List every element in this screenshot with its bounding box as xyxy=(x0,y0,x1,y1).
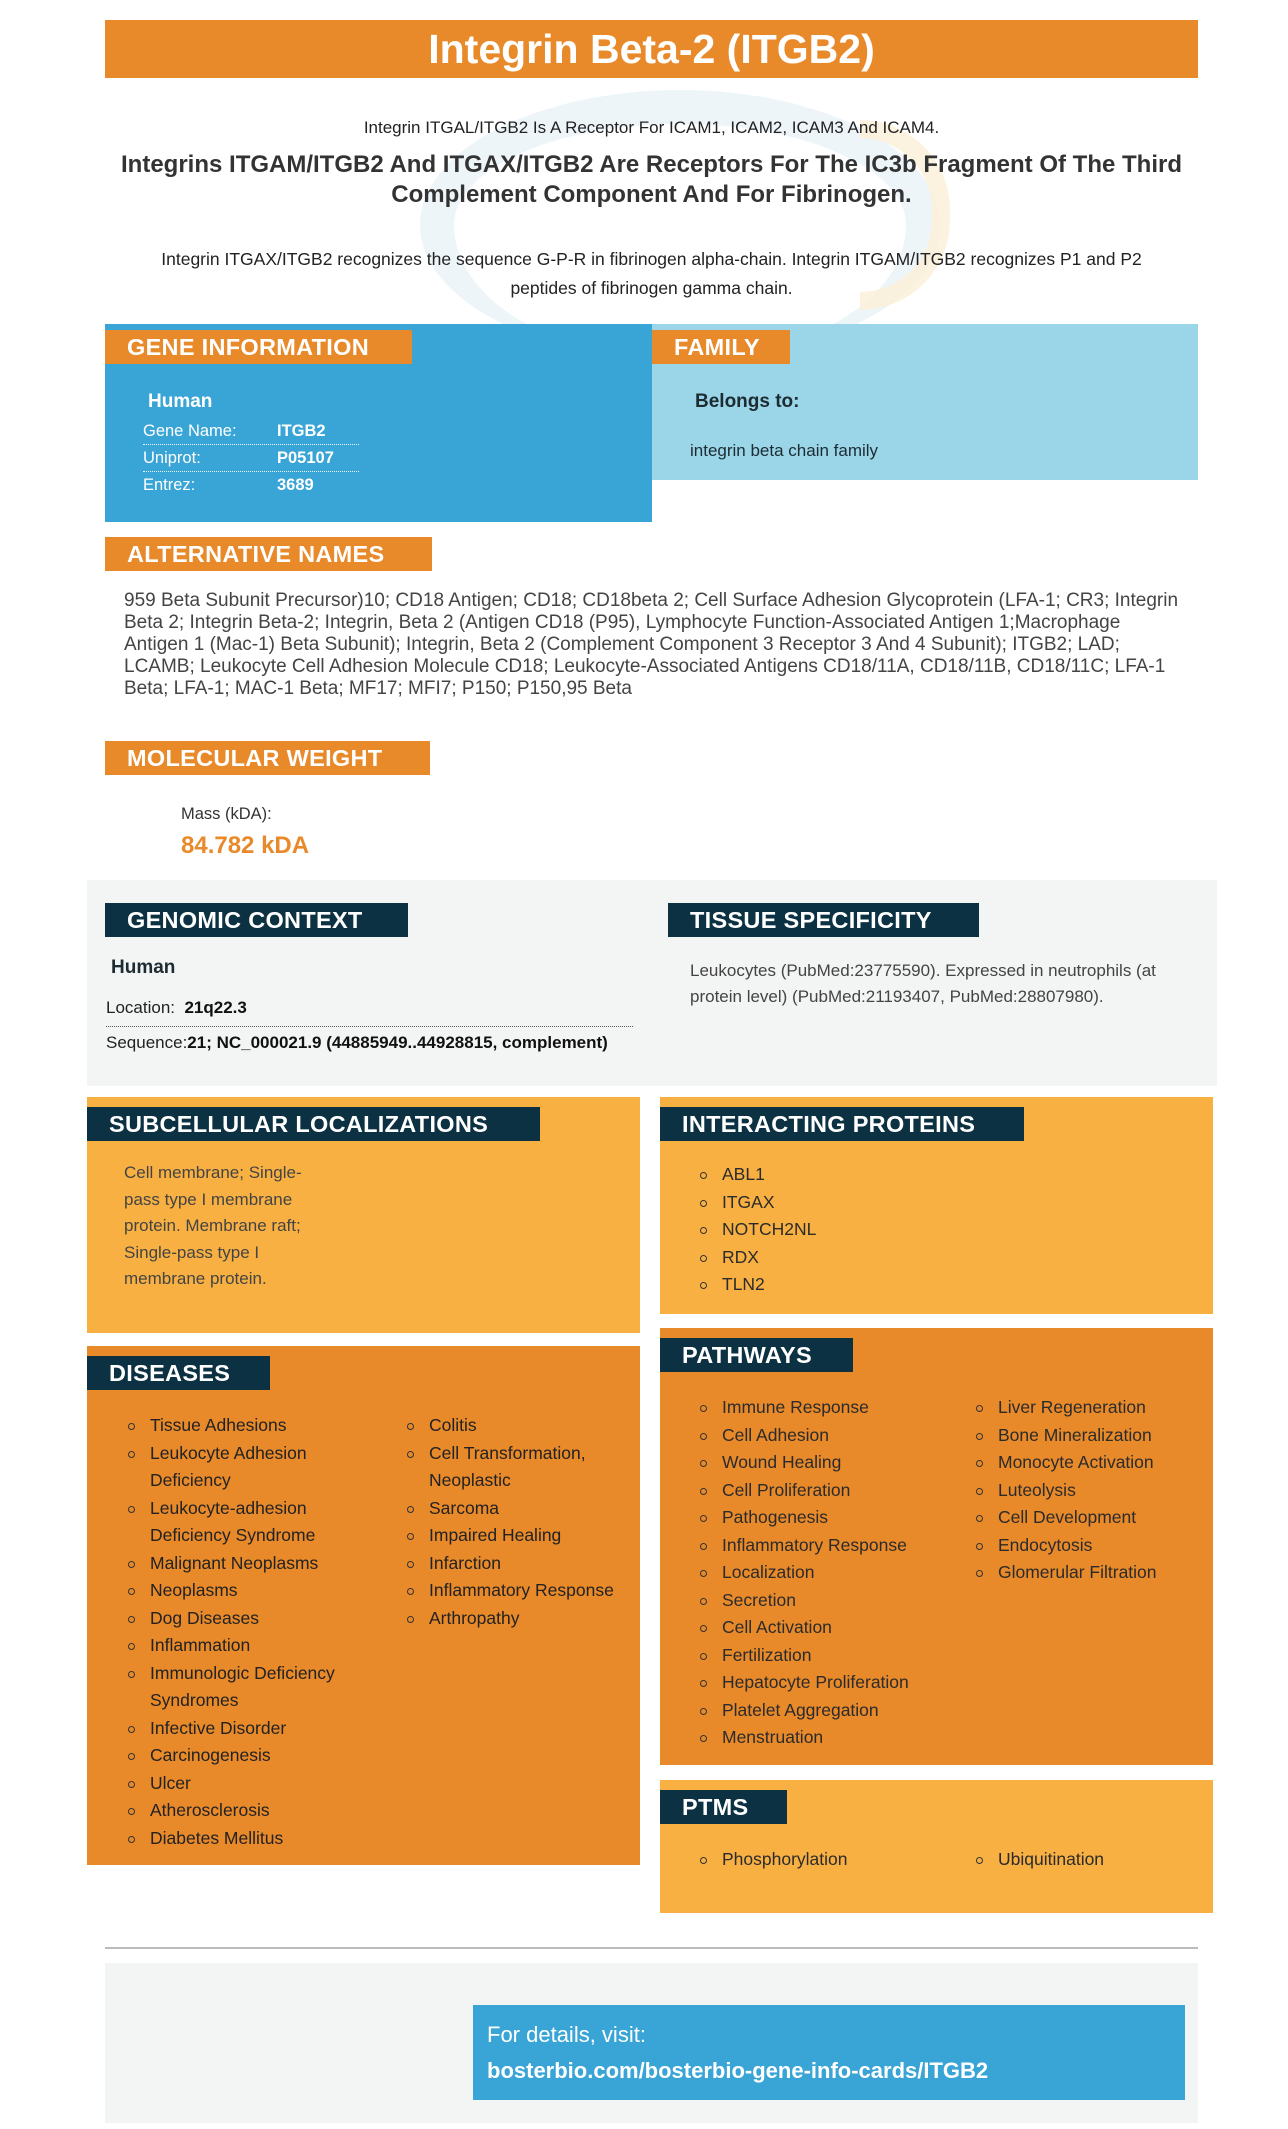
pathway-item: Luteolysis xyxy=(972,1477,1202,1505)
disease-item: Neoplasms xyxy=(124,1577,374,1605)
tissue-specificity-heading: TISSUE SPECIFICITY xyxy=(668,903,979,937)
interacting-protein-item: RDX xyxy=(696,1244,816,1272)
interacting-proteins-list xyxy=(696,1161,816,1299)
disease-item: Colitis xyxy=(403,1412,633,1440)
interacting-protein-item: ITGAX xyxy=(696,1189,816,1217)
pathway-item: Cell Activation xyxy=(696,1614,956,1642)
diseases-list-col2 xyxy=(403,1412,633,1632)
pathway-item: Liver Regeneration xyxy=(972,1394,1202,1422)
pathways-list-col2 xyxy=(972,1394,1202,1587)
disease-item: Tissue Adhesions xyxy=(124,1412,374,1440)
mass-label: Mass (kDA): xyxy=(181,805,272,823)
location-label: Location: xyxy=(106,998,175,1017)
pathway-item: Endocytosis xyxy=(972,1532,1202,1560)
genomic-species: Human xyxy=(111,957,176,978)
pathway-item: Glomerular Filtration xyxy=(972,1559,1202,1587)
disease-item: Malignant Neoplasms xyxy=(124,1550,374,1578)
title-bar xyxy=(105,20,1198,78)
disease-item: Leukocyte-adhesion Deficiency Syndrome xyxy=(124,1495,374,1550)
sequence-value: 21; NC_000021.9 (44885949..44928815, complement) xyxy=(187,1033,608,1052)
pathway-item: Wound Healing xyxy=(696,1449,956,1477)
uniprot-value: P05107 xyxy=(277,449,334,467)
genomic-sequence xyxy=(106,1033,608,1053)
gene-name-label: Gene Name: xyxy=(143,422,237,440)
pathway-item: Inflammatory Response xyxy=(696,1532,956,1560)
ptms-list-col1 xyxy=(696,1846,848,1874)
pathway-item: Immune Response xyxy=(696,1394,956,1422)
diseases-list-col1 xyxy=(124,1412,374,1852)
disease-item: Infarction xyxy=(403,1550,633,1578)
ptm-item: Phosphorylation xyxy=(696,1846,848,1874)
ptms-list-col2 xyxy=(972,1846,1104,1874)
pathways-list-col1 xyxy=(696,1394,956,1752)
disease-item: Inflammatory Response xyxy=(403,1577,633,1605)
pathway-item: Cell Adhesion xyxy=(696,1422,956,1450)
pathways-heading: PATHWAYS xyxy=(660,1338,853,1372)
disease-item: Inflammation xyxy=(124,1632,374,1660)
disease-item: Cell Transformation, Neoplastic xyxy=(403,1440,633,1495)
family-belongs-label: Belongs to: xyxy=(695,391,800,412)
pathway-item: Hepatocyte Proliferation xyxy=(696,1669,956,1697)
disease-item: Impaired Healing xyxy=(403,1522,633,1550)
disease-item: Atherosclerosis xyxy=(124,1797,374,1825)
subcellular-text: Cell membrane; Single-pass type I membrane protein. Membrane raft; Single-pass type I membrane protein. xyxy=(124,1163,302,1288)
details-link[interactable]: bosterbio.com/bosterbio-gene-info-cards/ITGB2 xyxy=(487,2058,989,2083)
gene-information-heading: GENE INFORMATION xyxy=(105,330,412,364)
uniprot-row xyxy=(143,445,359,472)
location-value: 21q22.3 xyxy=(184,998,247,1017)
pathway-item: Cell Development xyxy=(972,1504,1202,1532)
uniprot-label: Uniprot: xyxy=(143,449,201,467)
pathway-item: Localization xyxy=(696,1559,956,1587)
page-title: Integrin Beta-2 (ITGB2) xyxy=(428,26,875,72)
pathway-item: Monocyte Activation xyxy=(972,1449,1202,1477)
family-value: integrin beta chain family xyxy=(690,441,879,460)
sequence-label: Sequence: xyxy=(106,1033,188,1052)
mass-value: 84.782 kDA xyxy=(181,832,310,859)
interacting-protein-item: NOTCH2NL xyxy=(696,1216,816,1244)
pathway-item: Cell Proliferation xyxy=(696,1477,956,1505)
diseases-heading: DISEASES xyxy=(87,1356,270,1390)
entrez-label: Entrez: xyxy=(143,476,196,494)
pathway-item: Platelet Aggregation xyxy=(696,1697,956,1725)
subcellular-heading: SUBCELLULAR LOCALIZATIONS xyxy=(87,1107,540,1141)
disease-item: Carcinogenesis xyxy=(124,1742,374,1770)
function-headline: Integrins ITGAM/ITGB2 And ITGAX/ITGB2 Are Receptors For The IC3b Fragment Of The Third Complement Component And For Fibrinogen. xyxy=(121,151,1182,208)
family-heading: FAMILY xyxy=(652,330,790,364)
footer-divider xyxy=(105,1947,1198,1949)
disease-item: Diabetes Mellitus xyxy=(124,1825,374,1853)
disease-item: Sarcoma xyxy=(403,1495,633,1523)
gene-name-row xyxy=(143,418,359,445)
pathway-item: Pathogenesis xyxy=(696,1504,956,1532)
genomic-divider xyxy=(106,1026,633,1027)
pathway-item: Secretion xyxy=(696,1587,956,1615)
interacting-proteins-heading: INTERACTING PROTEINS xyxy=(660,1107,1024,1141)
genomic-context-heading: GENOMIC CONTEXT xyxy=(105,903,408,937)
details-label: For details, visit: xyxy=(487,2022,646,2047)
disease-item: Dog Diseases xyxy=(124,1605,374,1633)
disease-item: Ulcer xyxy=(124,1770,374,1798)
molecular-weight-heading: MOLECULAR WEIGHT xyxy=(105,741,430,775)
tissue-specificity-text: Leukocytes (PubMed:23775590). Expressed in neutrophils (at protein level) (PubMed:21193407, PubMed:28807980). xyxy=(690,961,1156,1006)
details-link-box[interactable] xyxy=(473,2005,1185,2100)
alternative-names-heading: ALTERNATIVE NAMES xyxy=(105,537,432,571)
entrez-value: 3689 xyxy=(277,476,314,494)
interacting-protein-item: TLN2 xyxy=(696,1271,816,1299)
disease-item: Leukocyte Adhesion Deficiency xyxy=(124,1440,374,1495)
gene-species: Human xyxy=(148,391,213,412)
pathway-item: Menstruation xyxy=(696,1724,956,1752)
interacting-protein-item: ABL1 xyxy=(696,1161,816,1189)
function-line-1: Integrin ITGAL/ITGB2 Is A Receptor For ICAM1, ICAM2, ICAM3 And ICAM4. xyxy=(363,118,940,137)
disease-item: Immunologic Deficiency Syndromes xyxy=(124,1660,374,1715)
alternative-names-text: 959 Beta Subunit Precursor)10; CD18 Antigen; CD18; CD18beta 2; Cell Surface Adhesion Glycoprotein (LFA-1; CR3; Integrin Beta 2; Integrin Beta-2; Integrin, Beta 2 (Antigen CD18 (P95), Lymphocyte Function-Associated Antigen 1;Macrophage Antigen 1 (Mac-1) Beta Subunit); Integrin, Beta 2 (Complement Component 3 Receptor 3 And 4 Subunit); ITGB2; LAD; LCAMB; Leukocyte Cell Adhesion Molecule CD18; Leukocyte-Associated Antigens CD18/11A, CD18/11B, CD18/11C; LFA-1 Beta; LFA-1; MAC-1 Beta; MF17; MFI7; P150; P150,95 Beta xyxy=(124,590,1179,699)
pathway-item: Bone Mineralization xyxy=(972,1422,1202,1450)
gene-name-value: ITGB2 xyxy=(277,422,326,440)
function-description: Integrin ITGAX/ITGB2 recognizes the sequence G-P-R in fibrinogen alpha-chain. Integrin ITGAM/ITGB2 recognizes P1 and P2 peptides of fibrinogen gamma chain. xyxy=(161,249,1142,298)
ptm-item: Ubiquitination xyxy=(972,1846,1104,1874)
disease-item: Arthropathy xyxy=(403,1605,633,1633)
entrez-row xyxy=(143,472,359,499)
disease-item: Infective Disorder xyxy=(124,1715,374,1743)
genomic-location xyxy=(106,998,247,1018)
ptms-heading: PTMS xyxy=(660,1790,787,1824)
pathway-item: Fertilization xyxy=(696,1642,956,1670)
